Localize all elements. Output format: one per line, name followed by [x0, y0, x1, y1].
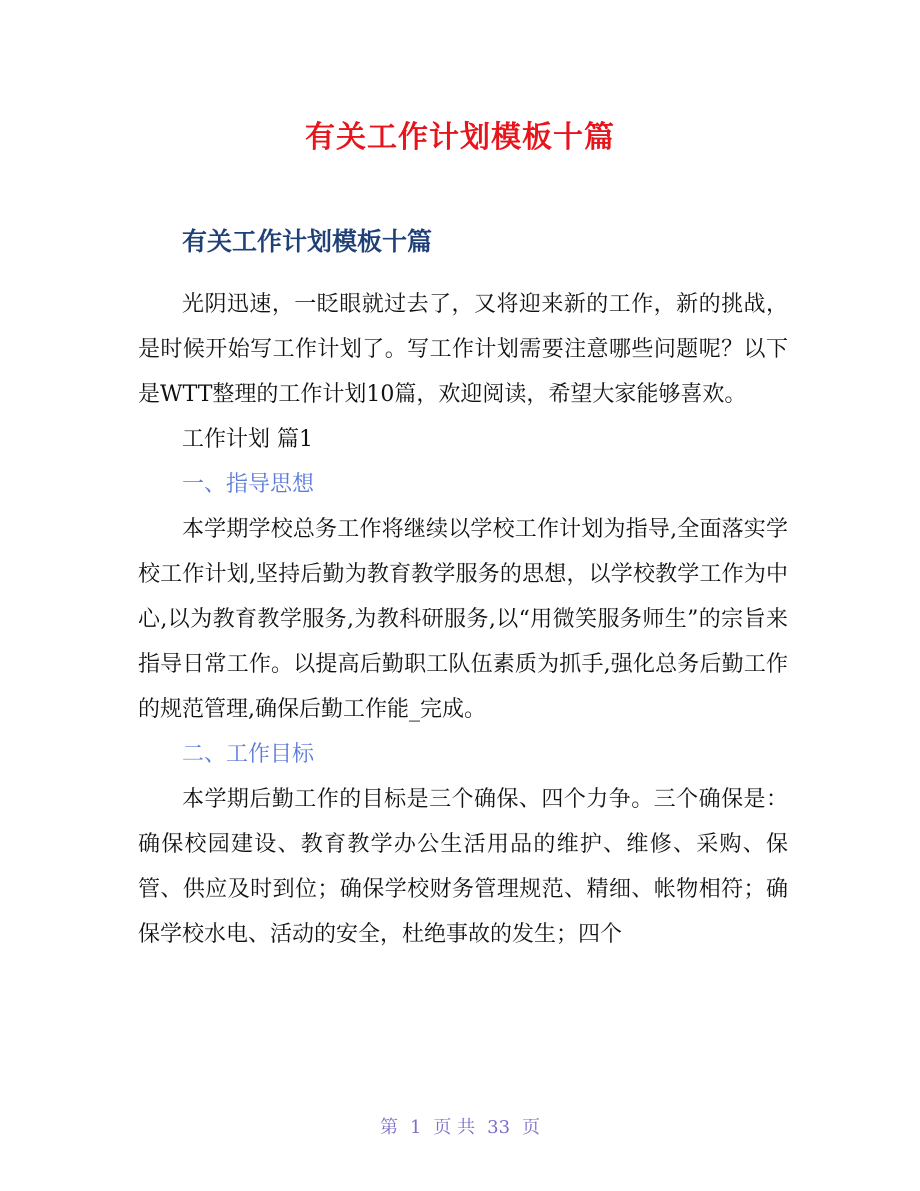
- intro-paragraph: 光阴迅速，一眨眼就过去了，又将迎来新的工作，新的挑战，是时候开始写工作计划了。写工作计划需要注意哪些问题呢？以下是WTT整理的工作计划10篇，欢迎阅读，希望大家能够喜欢。: [138, 292, 788, 407]
- document-body: [138, 282, 788, 957]
- section-heading: 有关工作计划模板十篇: [182, 227, 433, 256]
- footer-total-pages: 33: [487, 1117, 511, 1138]
- section2-heading: 二、工作目标: [182, 742, 315, 767]
- section1-paragraph: 本学期学校总务工作将继续以学校工作计划为指导,全面落实学校工作计划,坚持后勤为教育教学服务的思想，以学校教学工作为中心,以为教育教学服务,为教科研服务,以“用微笑服务师生”的宗旨来指导日常工作。以提高后勤职工队伍素质为抓手,强化总务后勤工作的规范管理,确保后勤工作能_完成。: [138, 517, 788, 722]
- section1-heading: 一、指导思想: [182, 472, 315, 497]
- footer-suffix: 页: [522, 1117, 541, 1138]
- footer-current-page: 1: [409, 1117, 422, 1138]
- document-title: 有关工作计划模板十篇: [305, 120, 615, 155]
- part-label: 工作计划 篇1: [182, 427, 313, 452]
- page-footer: [0, 1113, 920, 1139]
- footer-middle: 页 共: [433, 1117, 476, 1138]
- footer-prefix: 第: [379, 1117, 398, 1138]
- section2-paragraph: 本学期后勤工作的目标是三个确保、四个力争。三个确保是：确保校园建设、教育教学办公生活用品的维护、维修、采购、保管、供应及时到位；确保学校财务管理规范、精细、帐物相符；确保学校水电、活动的安全，杜绝事故的发生；四个: [138, 787, 788, 947]
